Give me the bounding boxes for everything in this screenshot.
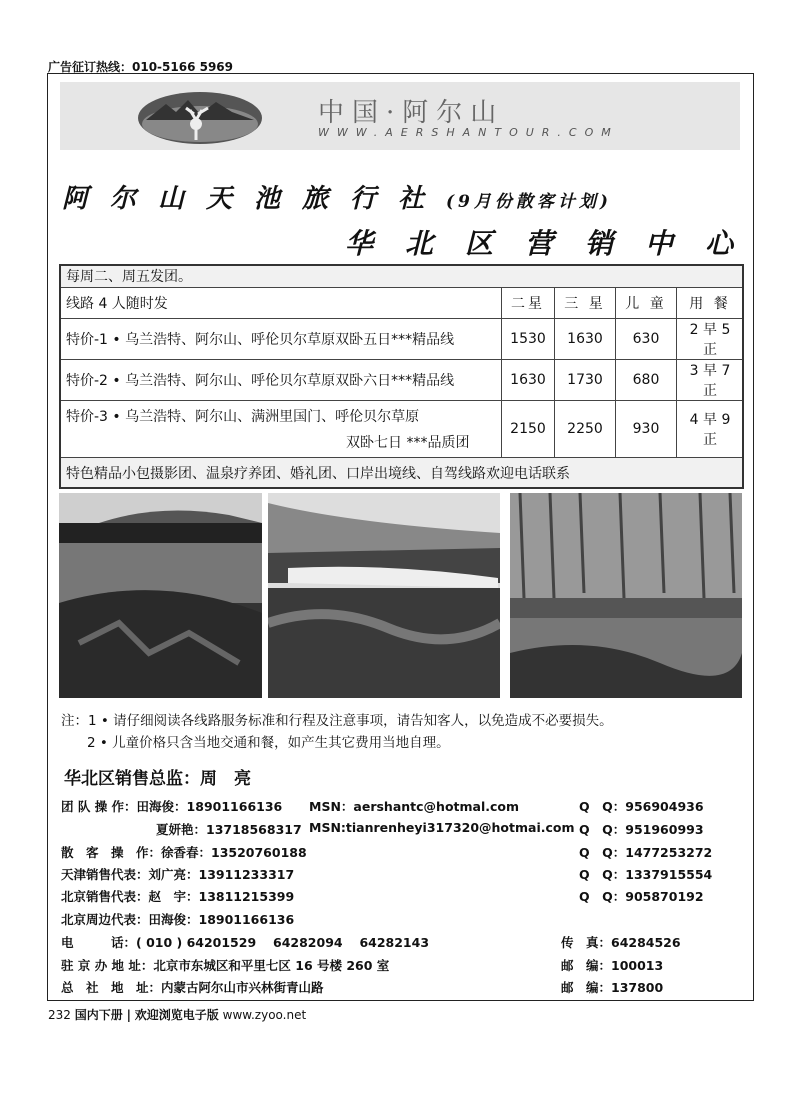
ad-hotline: 广告征订热线：010-5166 5969 [48, 60, 234, 74]
contact-label: 北京销售代表：赵 宇：13811215399 [61, 889, 295, 904]
banner-title: 中国·阿尔山 [318, 98, 505, 128]
contact-qq: Q Q：956904936 [579, 799, 704, 814]
notes [61, 710, 613, 754]
route-name: 特价-2 • 乌兰浩特、阿尔山、呼伦贝尔草原双卧六日***精品线 [60, 360, 502, 401]
sales-director: 华北区销售总监：周 亮 [64, 769, 251, 789]
price-two-star: 1630 [502, 360, 555, 401]
contact-label: 天津销售代表：刘广亮：13911233317 [61, 867, 295, 882]
contact-qq: Q Q：905870192 [579, 889, 704, 904]
departure-note: 每周二、周五发团。 [60, 265, 744, 288]
deer-logo [136, 90, 264, 146]
page-footer [48, 1006, 306, 1023]
table-row [60, 401, 744, 458]
price-child: 680 [616, 360, 677, 401]
forest-photo [510, 493, 742, 698]
agency-title [62, 178, 612, 215]
table-row [60, 360, 744, 401]
contact-msn: MSN:tianrenheyi317320@hotmai.com [309, 820, 575, 835]
fax: 传 真：64284526 [561, 935, 681, 950]
contact-label: 北京周边代表：田海俊：18901166136 [61, 912, 295, 927]
banner [60, 82, 740, 150]
header-three-star: 三 星 [555, 288, 616, 319]
promo-text: 欢迎浏览电子版 [134, 1008, 219, 1022]
meals: 2 早 5 正 [677, 319, 744, 360]
price-child: 630 [616, 319, 677, 360]
contact-label: 散 客 操 作：徐香春：13520760188 [61, 845, 307, 860]
header-route: 线路 4 人随时发 [60, 288, 502, 319]
contact-qq: Q Q：1477253272 [579, 845, 713, 860]
route-name-line1: 特价-3 • 乌兰浩特、阿尔山、满洲里国门、呼伦贝尔草原 [66, 409, 420, 425]
postcode: 邮 编：137800 [561, 980, 664, 995]
special-tours-note: 特色精品小包摄影团、温泉疗养团、婚礼团、口岸出境线、自驾线路欢迎电话联系 [60, 458, 744, 489]
price-three-star: 1630 [555, 319, 616, 360]
route-name-line2: 双卧七日 ***品质团 [346, 435, 470, 451]
banner-url: WWW.AERSHANTOUR.COM [318, 126, 619, 139]
price-three-star: 1730 [555, 360, 616, 401]
price-three-star: 2250 [555, 401, 616, 458]
contact-msn: MSN：aershantc@hotmal.com [309, 799, 520, 814]
route-name: 特价-1 • 乌兰浩特、阿尔山、呼伦贝尔草原双卧五日***精品线 [60, 319, 502, 360]
agency-subtitle: (9月份散客计划) [446, 192, 612, 212]
meals: 3 早 7 正 [677, 360, 744, 401]
price-two-star: 2150 [502, 401, 555, 458]
separator: | [126, 1008, 131, 1022]
header-child: 儿 童 [616, 288, 677, 319]
postcode: 邮 编：100013 [561, 958, 664, 973]
page-number: 232 [48, 1008, 71, 1022]
contact-qq: Q Q：1337915554 [579, 867, 713, 882]
website-url: www.zyoo.net [222, 1008, 307, 1022]
route-table [59, 264, 744, 489]
table-header [60, 288, 744, 319]
note-1: 注：1 • 请仔细阅读各线路服务标准和行程及注意事项，请告知客人，以免造成不必要损失。 [61, 713, 613, 729]
note-2: 2 • 儿童价格只含当地交通和餐，如产生其它费用当地自理。 [87, 735, 450, 751]
price-child: 930 [616, 401, 677, 458]
contact-label: 团 队 操 作：田海俊：18901166136 [61, 799, 283, 814]
contact-qq: Q Q：951960993 [579, 822, 704, 837]
route-name [60, 401, 502, 458]
contact-label: 夏妍艳：13718568317 [156, 822, 302, 837]
marketing-center: 华北区营销中心 [345, 227, 766, 260]
section-name: 国内下册 [74, 1008, 123, 1022]
meals: 4 早 9 正 [677, 401, 744, 458]
beijing-office-address: 驻 京 办 地 址：北京市东城区和平里七区 16 号楼 260 室 [61, 958, 390, 973]
valley-photo [268, 493, 500, 698]
table-row [60, 319, 744, 360]
phone-label: 电 话：( 010 ) 64201529 64282094 64282143 [61, 935, 430, 950]
header-meal: 用 餐 [677, 288, 744, 319]
lake-photo [59, 493, 262, 698]
agency-name: 阿尔山天池旅行社 [62, 184, 447, 214]
head-office-address: 总 社 地 址：内蒙古阿尔山市兴林街青山路 [61, 980, 324, 995]
price-two-star: 1530 [502, 319, 555, 360]
header-two-star: 二星 [502, 288, 555, 319]
